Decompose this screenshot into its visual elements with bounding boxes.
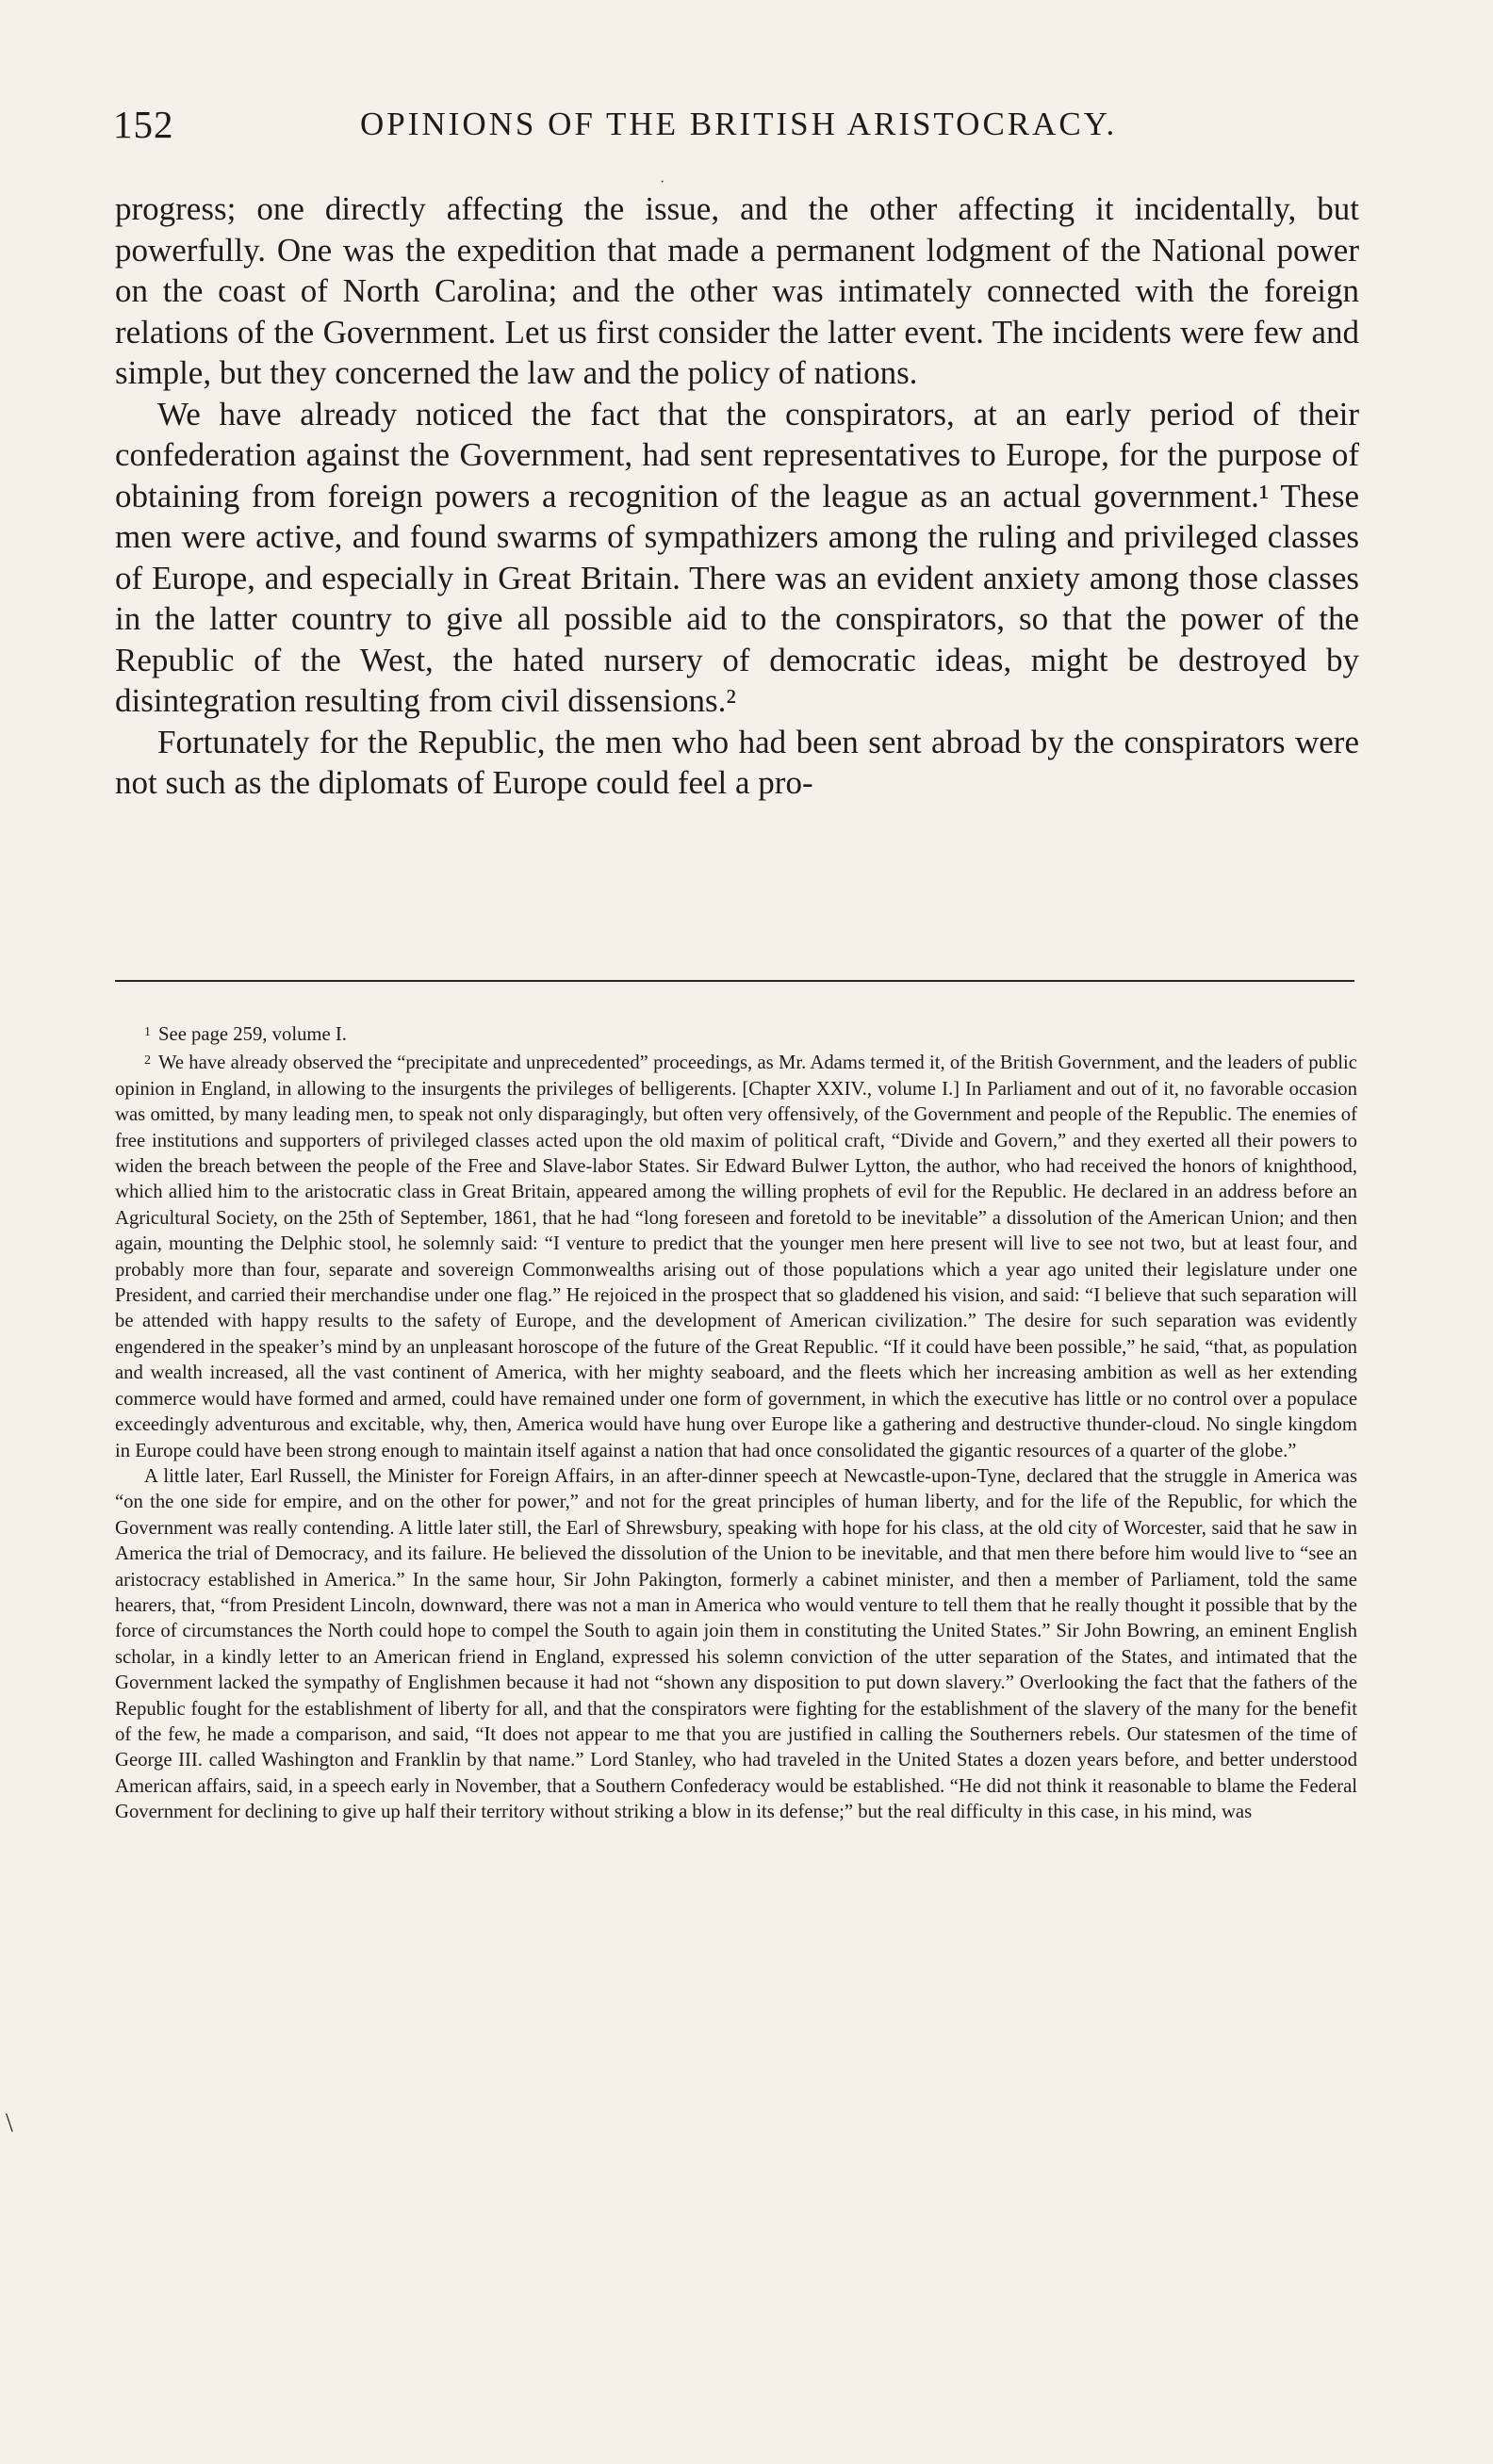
footnotes bbox=[115, 1020, 1357, 1826]
body-paragraph-3: Fortunately for the Republic, the men who had been sent abroad by the conspirators were not such as the diplomats of Europe could feel a pro- bbox=[115, 723, 1359, 801]
footnote-2 bbox=[115, 1048, 1357, 1464]
print-speck: · bbox=[660, 174, 665, 190]
footnote-1-text: See page 259, volume I. bbox=[158, 1024, 347, 1045]
footnote-1-marker: 1 bbox=[144, 1025, 151, 1039]
body-paragraph-2: We have already noticed the fact that the conspirators, at an early period of their confederation against the Government, had sent representatives to Europe, for the purpose of obtaining from foreign powers a recognition of the league as an actual government.¹ These men were active, and found swarms of sympathizers among the ruling and privileged classes of Europe, and especially in Great Britain. There was an evident anxiety among those classes in the latter country to give all possible aid to the conspirators, so that the power of the Republic of the West, the hated nursery of democratic ideas, might be destroyed by disintegration resulting from civil dissensions.² bbox=[115, 395, 1359, 719]
page-number: 152 bbox=[113, 103, 174, 146]
footnote-2-text: We have already observed the “precipitate and unprecedented” proceedings, as Mr. Adams termed it, of the British Government, and the leaders of public opinion in England, in allowing to the insurgents the privileges of belligerents. [Chapter XXIV., volume I.] In Parliament and out of it, no favorable occasion was omitted, by many leading men, to speak not only disparagingly, but often very offensively, of the Government and people of the Republic. The enemies of free institutions and supporters of privileged classes acted upon the old maxim of political craft, “Divide and Govern,” and they exerted all their powers to widen the breach between the people of the Free and Slave-labor States. Sir Edward Bulwer Lytton, the author, who had received the honors of knighthood, which allied him to the aristocratic class in Great Britain, appeared among the willing prophets of evil for the Republic. He declared in an address before an Agricultural Society, on the 25th of September, 1861, that he had “long foreseen and foretold to be inevitable” a dissolution of the American Union; and then again, mounting the Delphic stool, he solemnly said: “I venture to predict that the younger men here present will live to see not two, but at least four, and probably more than four, separate and sovereign Commonwealths arising out of those populations which a year ago united their legislature under one President, and carried their merchandise under one flag.” He rejoiced in the prospect that so gladdened his vision, and said: “I believe that such separation will be attended with happy results to the safety of Europe, and the development of American civilization.” The desire for such separation was evidently engendered in the speaker’s mind by an unpleasant horoscope of the future of the Great Republic. “If it could have been possible,” he said, “that, as population and wealth increased, all the vast continent of America, with her mighty seaboard, and the fleets which her increasing ambition as well as her extending commerce would have formed and armed, could have remained under one form of government, in which the executive has little or no control over a populace exceedingly adventurous and excitable, why, then, America would have hung over Europe like a gathering and destructive thunder-cloud. No single kingdom in Europe could have been strong enough to maintain itself against a nation that had once consolidated the gigantic resources of a quarter of the globe.” bbox=[115, 1053, 1357, 1461]
footnote-2-continued: A little later, Earl Russell, the Minister for Foreign Affairs, in an after-dinner speech at Newcastle-upon-Tyne, declared that the struggle in America was “on the one side for empire, and on the other for power,” and not for the great principles of human liberty, and for the life of the Republic, for which the Government was really contending. A little later still, the Earl of Shrewsbury, speaking with hope for his class, at the old city of Worcester, said that he saw in America the trial of Democracy, and its failure. He believed the dissolution of the Union to be inevitable, and that men there before him would live to “see an aristocracy established in America.” In the same hour, Sir John Pakington, formerly a cabinet minister, and then a member of Parliament, told the same hearers, that, “from President Lincoln, downward, there was not a man in America who would venture to tell them that he really thought it possible that by the force of circumstances the North could hope to compel the South to again join them in constituting the United States.” Sir John Bowring, an eminent English scholar, in a kindly letter to an American friend in England, expressed his solemn conviction of the utter separation of the States, and intimated that the Government lacked the sympathy of Englishmen because it had not “shown any disposition to put down slavery.” Overlooking the fact that the fathers of the Republic fought for the establishment of liberty for all, and that the conspirators were fighting for the establishment of the slavery of the many for the benefit of the few, he made a comparison, and said, “It does not appear to me that you are justified in calling the Southerners rebels. Our statesmen of the time of George III. called Washington and Franklin by that name.” Lord Stanley, who had traveled in the United States a dozen years before, and better understood American affairs, said, in a speech early in November, that a Southern Confederacy would be established. “He did not think it reasonable to blame the Federal Government for declining to give up half their territory without striking a blow in its defense;” but the real difficulty in this case, in his mind, was bbox=[115, 1465, 1357, 1823]
footnote-1 bbox=[115, 1020, 1357, 1048]
body-paragraph-1: progress; one directly affecting the issue, and the other affecting it incidentally, but powerfully. One was the expedition that made a permanent lodgment of the National power on the coast of North Carolina; and the other was intimately connected with the foreign relations of the Government. Let us first consider the latter event. The incidents were few and simple, but they concerned the law and the policy of nations. bbox=[115, 190, 1359, 391]
footnote-2-marker: 2 bbox=[144, 1053, 151, 1069]
main-text bbox=[115, 188, 1359, 804]
margin-mark: \ bbox=[6, 2109, 13, 2138]
footnote-divider bbox=[115, 980, 1354, 982]
running-head: OPINIONS OF THE BRITISH ARISTOCRACY. bbox=[360, 106, 1118, 142]
page-header bbox=[113, 102, 1353, 158]
